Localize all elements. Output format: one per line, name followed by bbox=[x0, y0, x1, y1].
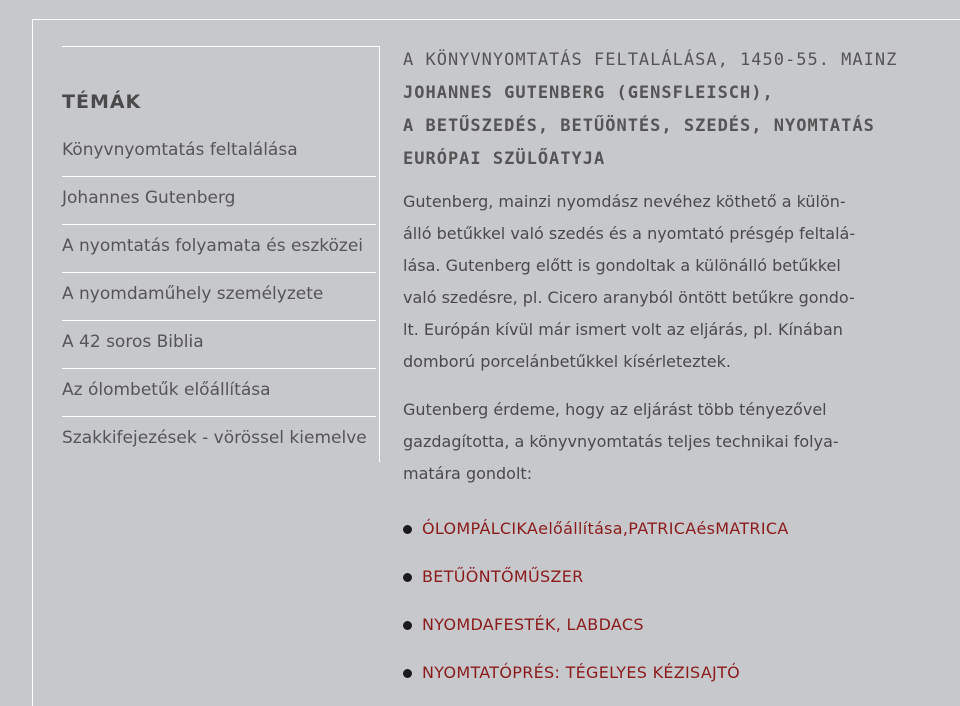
list-item bbox=[403, 505, 943, 553]
paragraph-line: lt. Európán kívül már ismert volt az eljárás, pl. Kínában bbox=[403, 320, 843, 339]
term-list bbox=[403, 505, 943, 697]
list-item bbox=[403, 649, 943, 697]
sidebar-item-3[interactable]: A nyomtatás folyamata és eszközei bbox=[62, 236, 364, 256]
sidebar-item-6[interactable]: Az ólombetűk előállítása bbox=[62, 380, 271, 400]
term-matrica: MATRICA bbox=[715, 519, 789, 538]
paragraph-1 bbox=[403, 186, 923, 378]
term-olompalcika: ÓLOMPÁLCIKA bbox=[422, 519, 539, 538]
sidebar-heading: TÉMÁK bbox=[62, 91, 142, 113]
term-nyomtatopres: NYOMTATÓPRÉS: TÉGELYES KÉZISAJTÓ bbox=[422, 663, 741, 682]
paragraph-line: gazdagította, a könyvnyomtatás teljes technikai folya- bbox=[403, 432, 839, 451]
sidebar-divider bbox=[62, 176, 376, 177]
term-nyomdafestek: NYOMDAFESTÉK, LABDACS bbox=[422, 615, 644, 634]
paragraph-line: való szedésre, pl. Cicero aranyból öntött betűkre gondo- bbox=[403, 288, 855, 307]
paragraph-line: Gutenberg érdeme, hogy az eljárást több tényezővel bbox=[403, 400, 827, 419]
bullet-icon bbox=[403, 525, 412, 534]
term-betuontomuszer: BETŰÖNTŐMŰSZER bbox=[422, 567, 584, 586]
list-item bbox=[403, 553, 943, 601]
heading-line-4: EURÓPAI SZÜLŐATYJA bbox=[403, 149, 606, 169]
sidebar-divider bbox=[62, 320, 376, 321]
paragraph-line: domború porcelánbetűkkel kísérleteztek. bbox=[403, 352, 731, 371]
term-connector: előállítása, bbox=[538, 519, 629, 538]
term-connector: és bbox=[696, 519, 716, 538]
list-item bbox=[403, 601, 943, 649]
paragraph-line: lása. Gutenberg előtt is gondoltak a különálló betűkkel bbox=[403, 256, 841, 275]
sidebar-divider bbox=[62, 368, 376, 369]
sidebar-item-4[interactable]: A nyomdaműhely személyzete bbox=[62, 284, 324, 304]
heading-line-1: A KÖNYVNYOMTATÁS FELTALÁLÁSA, 1450-55. MAINZ bbox=[403, 50, 898, 70]
heading-line-2: JOHANNES GUTENBERG (GENSFLEISCH), bbox=[403, 83, 774, 103]
bullet-icon bbox=[403, 573, 412, 582]
sidebar-divider bbox=[62, 224, 376, 225]
sidebar-item-5[interactable]: A 42 soros Biblia bbox=[62, 332, 204, 352]
main-heading bbox=[403, 44, 943, 176]
term-patrica: PATRICA bbox=[628, 519, 697, 538]
paragraph-line: álló betűkkel való szedés és a nyomtató présgép feltalá- bbox=[403, 224, 856, 243]
sidebar-divider bbox=[62, 416, 376, 417]
sidebar-item-2[interactable]: Johannes Gutenberg bbox=[62, 188, 236, 208]
sidebar-item-1[interactable]: Könyvnyomtatás feltalálása bbox=[62, 140, 298, 160]
bullet-icon bbox=[403, 669, 412, 678]
paragraph-2 bbox=[403, 394, 923, 490]
paragraph-line: Gutenberg, mainzi nyomdász nevéhez köthető a külön- bbox=[403, 192, 846, 211]
heading-line-3: A BETŰSZEDÉS, BETŰÖNTÉS, SZEDÉS, NYOMTATÁS bbox=[403, 116, 875, 136]
paragraph-line: matára gondolt: bbox=[403, 464, 533, 483]
sidebar-divider bbox=[62, 272, 376, 273]
sidebar-item-7[interactable]: Szakkifejezések - vörössel kiemelve bbox=[62, 428, 367, 448]
bullet-icon bbox=[403, 621, 412, 630]
